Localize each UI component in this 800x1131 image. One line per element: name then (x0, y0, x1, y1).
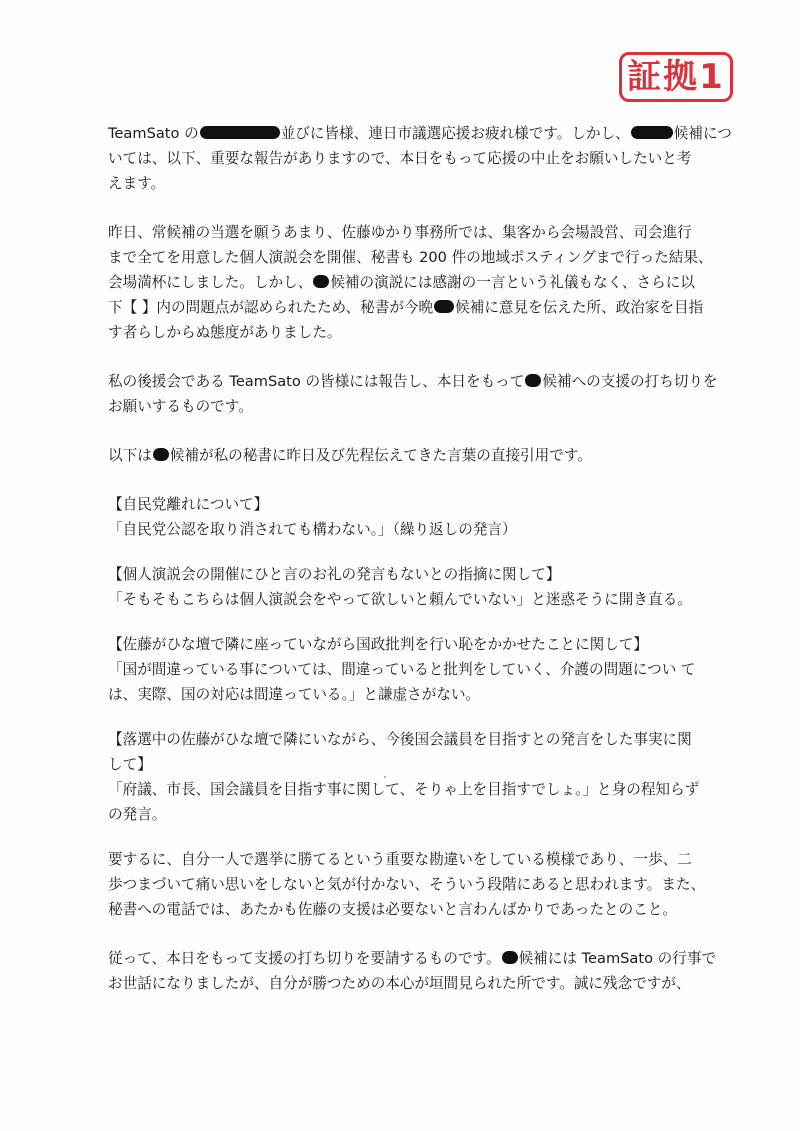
paragraph-conclusion (108, 946, 717, 996)
quote-text: 「そもそもこちらは個人演説会をやって欲しいと頼んでいない」と迷惑そうに開き直る。 (108, 591, 692, 608)
paragraph-quote-intro (108, 443, 694, 468)
letter-body (108, 121, 732, 1020)
evidence-stamp: 証拠1 (619, 52, 733, 102)
text-line: 私の後援会である TeamSato の皆様には報告し、本日をもって 候補への支援の打ち切りを (108, 373, 718, 390)
text-line: まで全てを用意した個人演説会を開催、秘書も 200 件の地域ポスティングまで行った結果、 (108, 249, 713, 266)
text-line: 会場満杯にしました。しかし、 候補の演説には感謝の一言という礼儀もなく、さらに以 (108, 274, 695, 291)
paragraph-background (108, 220, 713, 345)
quote-heading: 【佐藤がひな壇で隣に座っていながら国政批判を行い恥をかかせたことに関して】 (108, 636, 648, 653)
scan-speck (384, 776, 386, 778)
quote-heading: 【落選中の佐藤がひな壇で隣にいながら、今後国会議員を目指すとの発言をした事実に関 (108, 731, 692, 748)
redaction-mark (434, 300, 454, 313)
redaction-mark (200, 126, 280, 139)
quote-text: 「府議、市長、国会議員を目指す事に関して、そりゃ上を目指すでしょ。」と身の程知らず (108, 781, 700, 798)
text-line: TeamSato の 並びに皆様、連日市議選応援お疲れ様です。しかし、 候補につ (108, 125, 732, 142)
quote-block-national-diet (108, 727, 700, 827)
quote-heading: して】 (108, 756, 152, 773)
quote-heading: 【自民党離れについて】 (108, 496, 269, 513)
quote-text: の発言。 (108, 806, 167, 823)
quote-block-speech (108, 562, 694, 612)
text-line: お願いするものです。 (108, 398, 253, 415)
paragraph-summary (108, 847, 706, 922)
quote-text: 「国が間違っている事については、間違っていると批判をしていく、介護の問題につい て (108, 661, 696, 678)
redaction-mark (153, 448, 169, 461)
quote-block-ldp (108, 492, 694, 542)
text-line: す者らしからぬ態度がありました。 (108, 324, 342, 341)
text-line: いては、以下、重要な報告がありますので、本日をもって応援の中止をお願いしたいと考 (108, 150, 692, 167)
text-line: 歩つまづいて痛い思いをしないと気が付かない、そういう段階にあると思われます。また、 (108, 876, 706, 893)
quote-heading: 【個人演説会の開催にひと言のお礼の発言もないとの指摘に関して】 (108, 566, 561, 583)
redaction-mark (525, 374, 541, 387)
text-line: お世話になりましたが、自分が勝つための本心が垣間見られた所です。誠に残念ですが、 (108, 975, 691, 992)
text-line: えます。 (108, 175, 166, 192)
text-line: 秘書への電話では、あたかも佐藤の支援は必要ないと言わんばかりであったとのこと。 (108, 901, 678, 918)
text-line: 従って、本日をもって支援の打ち切りを要請するものです。 候補には TeamSato の行事で (108, 950, 717, 967)
redaction-mark (631, 126, 673, 139)
paragraph-greeting (108, 121, 732, 196)
quote-text: 「自民党公認を取り消されても構わない。」（繰り返しの発言） (108, 521, 517, 538)
text-line: 以下は 候補が私の秘書に昨日及び先程伝えてきた言葉の直接引用です。 (108, 447, 592, 464)
text-line: 下【 】内の問題点が認められたため、秘書が今晩 候補に意見を伝えた所、政治家を目指 (108, 299, 704, 316)
redaction-mark (502, 951, 518, 964)
redaction-mark (313, 275, 329, 288)
quote-block-criticism (108, 632, 694, 707)
text-line: 昨日、常候補の当選を願うあまり、佐藤ゆかり事務所では、集客から会場設営、司会進行 (108, 224, 692, 241)
text-line: 要するに、自分一人で選挙に勝てるという重要な勘違いをしている模様であり、一歩、二 (108, 851, 692, 868)
paragraph-request (108, 369, 718, 419)
quote-text: は、実際、国の対応は間違っている。」と謙虚さがない。 (108, 686, 481, 703)
